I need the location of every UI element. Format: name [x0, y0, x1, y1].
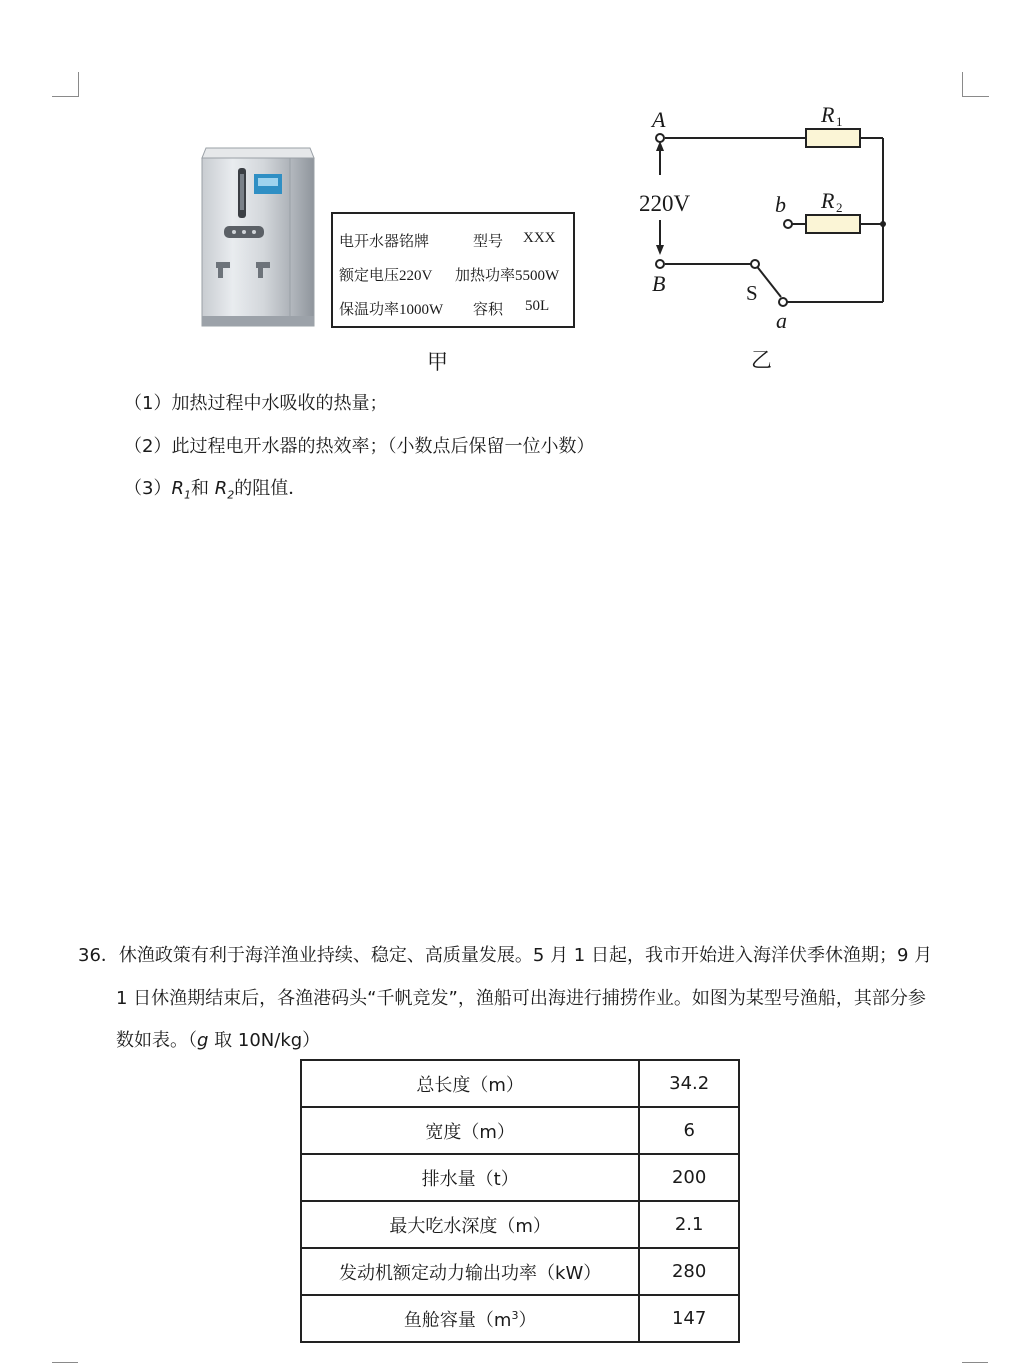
problem-36-line-3-a: 数如表。（: [116, 1030, 197, 1051]
heater-side: [290, 158, 314, 326]
question-2: [124, 432, 594, 458]
heater-top: [202, 148, 314, 158]
label-contact-a: a: [776, 308, 787, 333]
table-cell-label: 发动机额定动力输出功率（kW）: [301, 1248, 639, 1295]
crop-mark-bottom-left: [52, 1362, 78, 1368]
nameplate-box: [331, 212, 575, 328]
crop-mark-top-left: [52, 72, 79, 97]
table-cell-label: 最大吃水深度（m）: [301, 1201, 639, 1248]
fish-hold-label-b: ）: [518, 1309, 537, 1331]
resistor-r1: [806, 129, 860, 147]
question-3-r1: R: [171, 478, 184, 499]
switch-blade: [755, 264, 781, 297]
table-row: [301, 1248, 739, 1295]
question-1-text: 加热过程中水吸收的热量；: [171, 393, 388, 414]
fish-hold-label-a: 鱼舱容量（m: [403, 1309, 512, 1331]
table-row: [301, 1060, 739, 1107]
table-row: [301, 1201, 739, 1248]
label-r1: R: [821, 102, 835, 127]
figure-yi-caption: 乙: [751, 348, 772, 372]
table-cell-label: 排水量（t）: [301, 1154, 639, 1201]
problem-36-line-2: 1 日休渔期结束后，各渔港码头“千帆竞发”，渔船可出海进行捕捞作业。如图为某型号渔船，其部分参: [116, 988, 926, 1009]
table-cell-value: 2.1: [639, 1201, 739, 1248]
terminal-b-node: [656, 260, 664, 268]
table-cell-value: 6: [639, 1107, 739, 1154]
table-row: [301, 1107, 739, 1154]
question-3-r2-sub: 2: [227, 488, 235, 502]
question-2-prefix: （2）: [124, 436, 172, 457]
nameplate-capacity-label: 容积: [473, 302, 504, 318]
nameplate-model-label: 型号: [473, 234, 504, 250]
problem-36-line-3-b: 取 10N/kg）: [208, 1030, 321, 1051]
nameplate-keep-warm-power: 保温功率1000W: [339, 302, 444, 318]
label-terminal-b: B: [652, 271, 666, 296]
table-cell-value: 147: [639, 1295, 739, 1342]
table-cell-label: 总长度（m）: [301, 1060, 639, 1107]
nameplate-title: 电开水器铭牌: [339, 234, 430, 250]
parameter-table: [300, 1059, 740, 1343]
switch-pivot-node: [751, 260, 759, 268]
figure-jia-caption: 甲: [427, 350, 448, 374]
fish-hold-label-sup: 3: [511, 1308, 519, 1322]
question-3-mid: 和: [190, 478, 215, 499]
label-voltage: 220V: [639, 191, 691, 216]
question-3-r2: R: [214, 478, 228, 499]
terminal-a-node: [656, 134, 664, 142]
question-1: [124, 389, 387, 415]
nameplate-capacity-value: 50L: [525, 298, 550, 314]
table-cell-value: 200: [639, 1154, 739, 1201]
crop-mark-top-right: [962, 72, 989, 97]
table-row: [301, 1154, 739, 1201]
question-2-text: 此过程电开水器的热效率；（小数点后保留一位小数）: [171, 436, 595, 457]
label-r1-sub: 1: [836, 114, 843, 129]
label-contact-b: b: [775, 192, 786, 217]
table-cell-label: [301, 1295, 639, 1342]
question-1-prefix: （1）: [124, 393, 172, 414]
contact-b-node: [784, 220, 792, 228]
circuit-diagram: [630, 95, 900, 370]
question-3-r1-sub: 1: [183, 488, 191, 502]
resistor-r2: [806, 215, 860, 233]
problem-36-line-1: 36．休渔政策有利于海洋渔业持续、稳定、高质量发展。5 月 1 日起，我市开始进入海洋伏季休渔期；9 月: [78, 945, 933, 966]
contact-a-node: [779, 298, 787, 306]
question-3-prefix: （3）: [124, 478, 172, 499]
crop-mark-bottom-right: [962, 1362, 988, 1368]
label-switch: S: [746, 281, 758, 305]
table-row: [301, 1295, 739, 1342]
label-r2-sub: 2: [836, 200, 843, 215]
problem-36-g-symbol: g: [197, 1030, 209, 1051]
table-cell-value: 280: [639, 1248, 739, 1295]
question-3: [124, 474, 306, 502]
junction-node: [880, 221, 886, 227]
table-cell-label: 宽度（m）: [301, 1107, 639, 1154]
label-terminal-a: A: [652, 107, 666, 132]
question-3-end: 的阻值．: [234, 478, 307, 499]
nameplate-heating-power: 加热功率5500W: [455, 268, 560, 284]
problem-36-line-3: [116, 1026, 320, 1052]
arrowhead-down: [656, 245, 664, 255]
table-cell-value: 34.2: [639, 1060, 739, 1107]
label-r2: R: [821, 188, 835, 213]
water-heater-image: [196, 140, 320, 328]
nameplate-voltage: 额定电压220V: [339, 268, 433, 284]
nameplate-model-value: XXX: [523, 230, 556, 246]
